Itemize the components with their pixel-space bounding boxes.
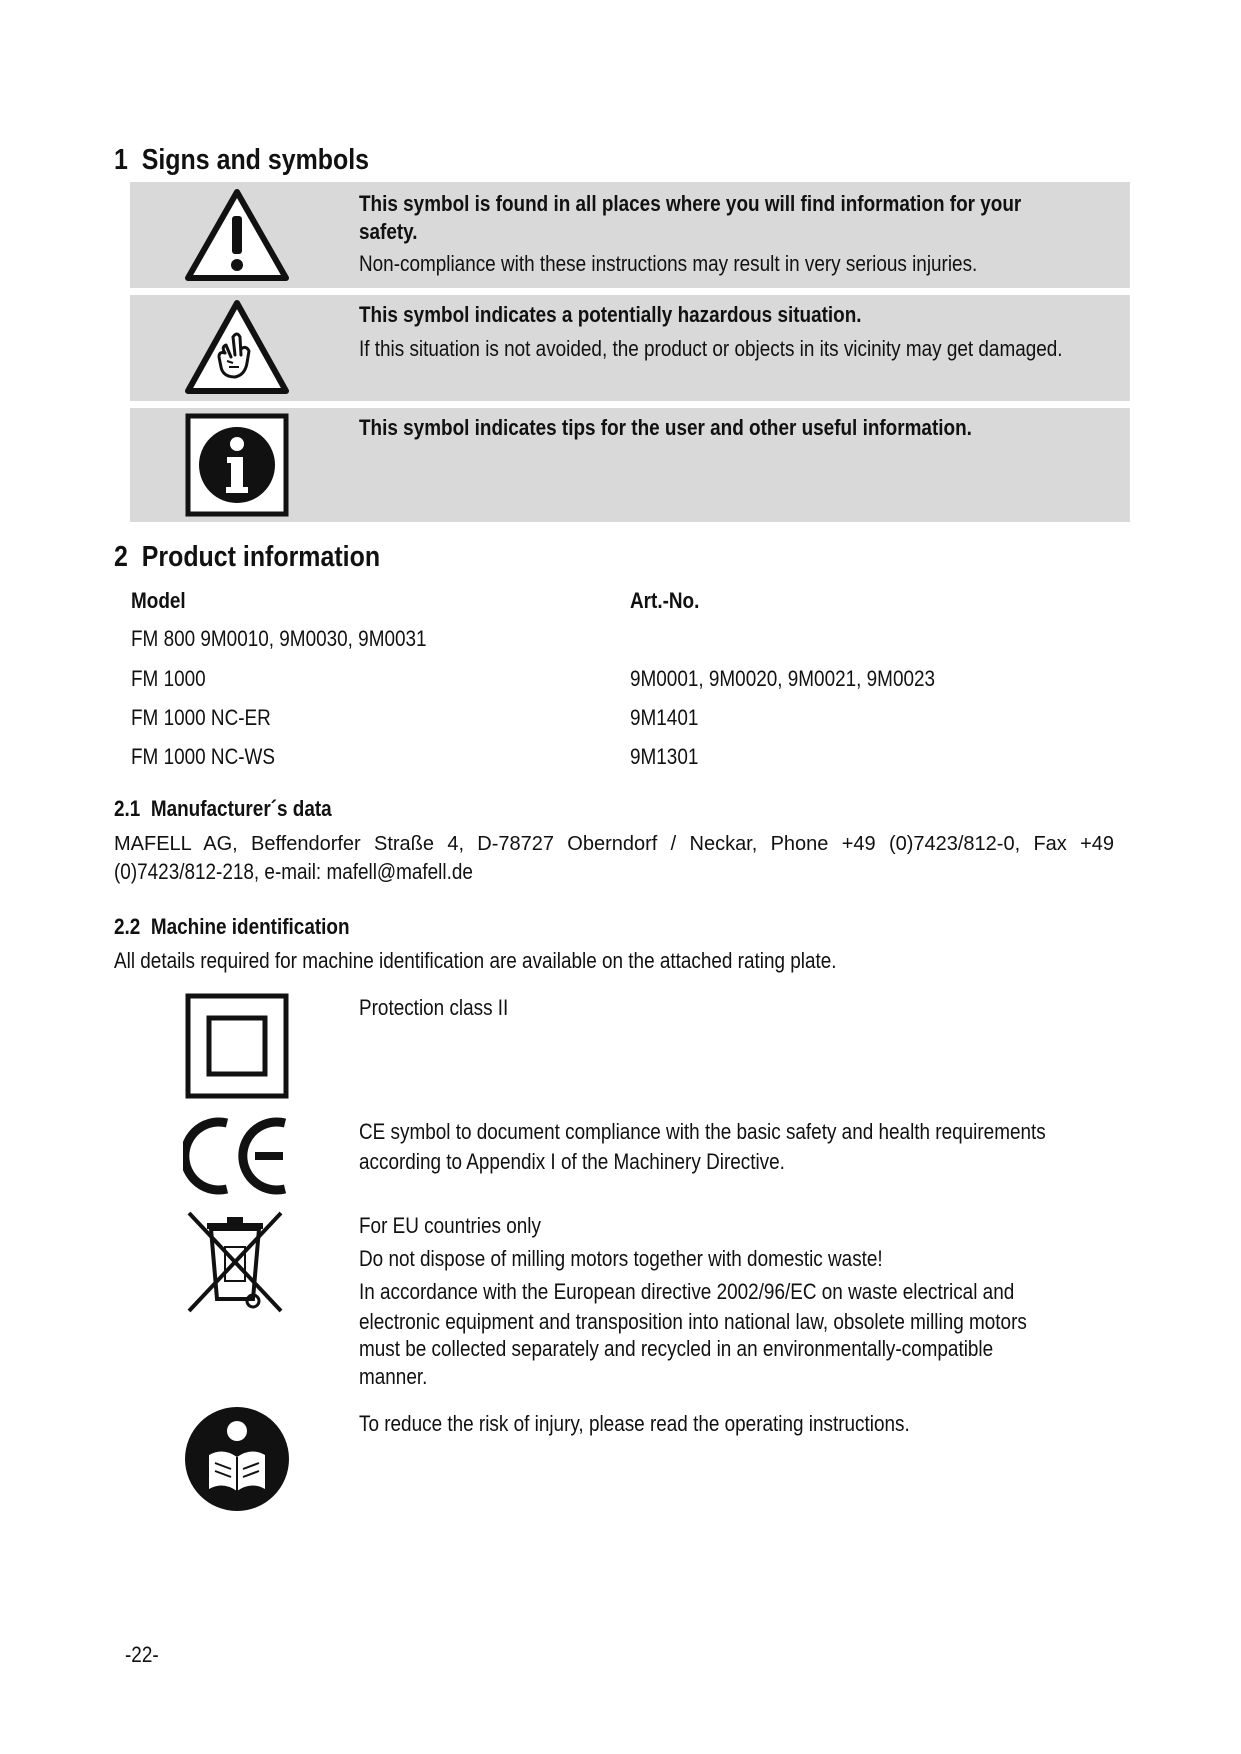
- weee-text-line5: must be collected separately and recycled in an environmentally-compatible: [359, 1336, 994, 1361]
- section-1-heading: [114, 144, 369, 177]
- subsection-2-2-number: 2.2: [114, 914, 141, 939]
- manufacturer-address-line1: MAFELL AG, Beffendorfer Straße 4, D-78727 Oberndorf / Neckar, Phone +49 (0)7423/812-0, Fax +49: [114, 833, 1114, 855]
- subsection-2-1-heading: [114, 796, 332, 822]
- weee-text-line1: For EU countries only: [359, 1213, 541, 1238]
- table-row-art: 9M1301: [630, 744, 699, 769]
- machine-identification-intro: All details required for machine identification are available on the attached rating plate.: [114, 948, 837, 973]
- subsection-2-1-title: Manufacturer´s data: [150, 796, 332, 821]
- table-row-model: FM 1000 NC-ER: [131, 705, 271, 730]
- read-manual-text: To reduce the risk of injury, please read the operating instructions.: [359, 1411, 910, 1436]
- subsection-2-2-title: Machine identification: [150, 914, 350, 939]
- table-row-model: FM 1000: [131, 666, 206, 691]
- subsection-2-1-number: 2.1: [114, 796, 141, 821]
- table-header-art-no: Art.-No.: [630, 588, 700, 613]
- section-2-heading: [114, 541, 380, 574]
- section-2-title: Product information: [141, 541, 381, 573]
- section-1-title: Signs and symbols: [141, 144, 370, 176]
- ce-text-line1: CE symbol to document compliance with the basic safety and health requirements: [359, 1119, 1046, 1144]
- ce-text-line2: according to Appendix I of the Machinery Directive.: [359, 1149, 785, 1174]
- symbol-warning-bold-line1: This symbol is found in all places where you will find information for your: [359, 191, 1022, 216]
- protection-class-text: Protection class II: [359, 995, 509, 1020]
- table-row-art: 9M0001, 9M0020, 9M0021, 9M0023: [630, 666, 936, 691]
- weee-text-line6: manner.: [359, 1364, 428, 1389]
- crossed-bin-icon: [183, 1207, 287, 1315]
- weee-text-line4: electronic equipment and transposition into national law, obsolete milling motors: [359, 1309, 1027, 1334]
- section-1-number: 1: [114, 144, 128, 176]
- page-number: -22-: [125, 1642, 159, 1667]
- info-icon: [185, 413, 289, 517]
- manufacturer-address-line2: (0)7423/812-218, e-mail: mafell@mafell.de: [114, 859, 473, 884]
- ce-mark-icon: [183, 1115, 291, 1197]
- subsection-2-2-heading: [114, 914, 350, 940]
- read-manual-icon: [183, 1405, 291, 1513]
- table-row-model: FM 800 9M0010, 9M0030, 9M0031: [131, 626, 427, 651]
- warning-icon: [183, 186, 291, 284]
- symbol-warning-bold-line2: safety.: [359, 219, 418, 244]
- symbol-hazard-text: If this situation is not avoided, the product or objects in its vicinity may get damaged.: [359, 336, 1063, 361]
- symbol-info-bold: This symbol indicates tips for the user and other useful information.: [359, 415, 972, 440]
- hazard-hand-icon: [183, 297, 291, 397]
- table-row-art: 9M1401: [630, 705, 699, 730]
- symbol-warning-text: Non-compliance with these instructions may result in very serious injuries.: [359, 251, 978, 276]
- symbol-hazard-bold: This symbol indicates a potentially hazardous situation.: [359, 302, 862, 327]
- section-2-number: 2: [114, 541, 128, 573]
- table-header-model: Model: [131, 588, 186, 613]
- protection-class-ii-icon: [185, 993, 289, 1099]
- table-row-model: FM 1000 NC-WS: [131, 744, 276, 769]
- weee-text-line2: Do not dispose of milling motors together with domestic waste!: [359, 1246, 883, 1271]
- weee-text-line3: In accordance with the European directive 2002/96/EC on waste electrical and: [359, 1279, 1015, 1304]
